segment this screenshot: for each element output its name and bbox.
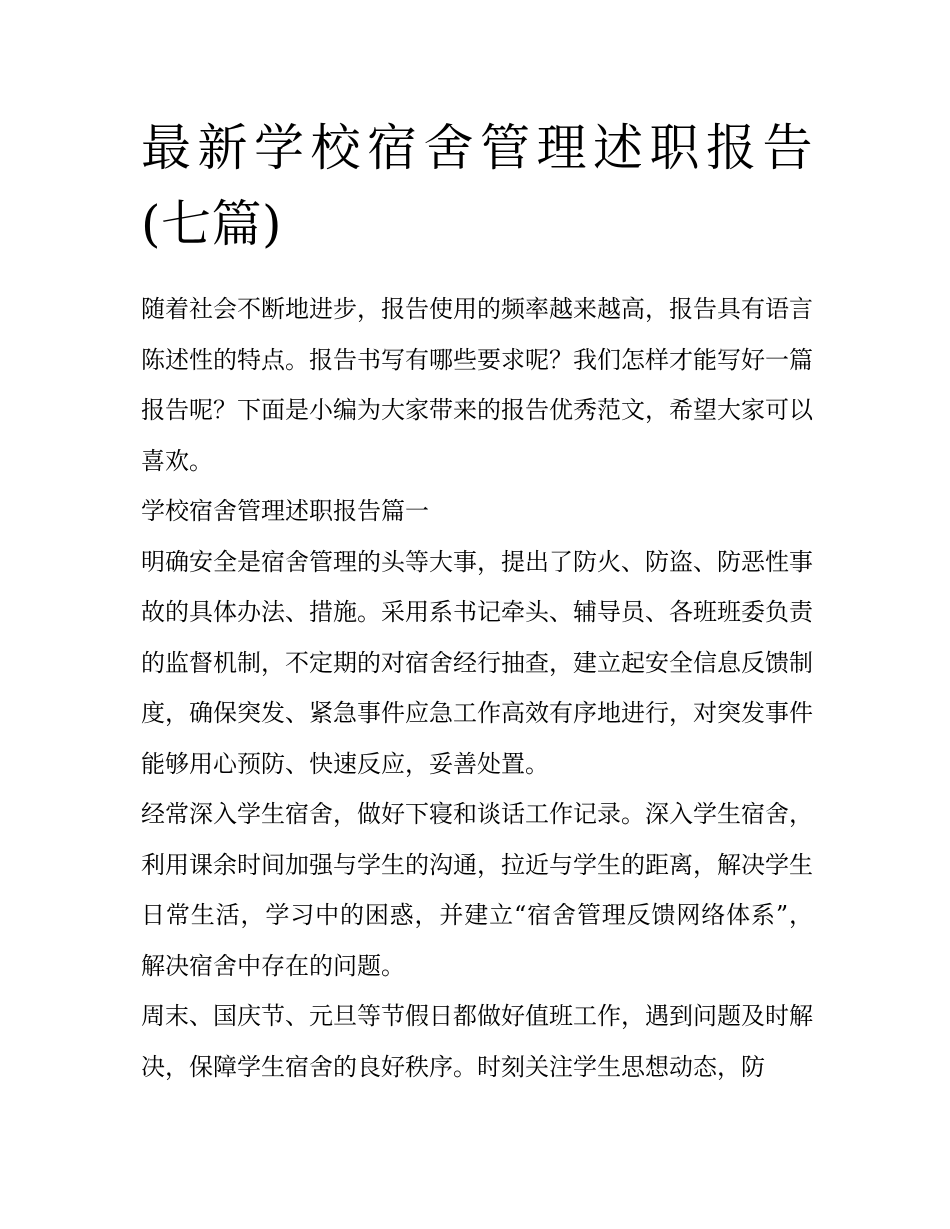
- document-title: 最新学校宿舍管理述职报告(七篇): [141, 119, 813, 253]
- body-paragraph-3: 周末、国庆节、元旦等节假日都做好值班工作，遇到问题及时解决，保障学生宿舍的良好秩序。时刻关注学生思想动态，防: [141, 1002, 813, 1081]
- section-heading: 学校宿舍管理述职报告篇一: [141, 497, 429, 525]
- intro-paragraph: 随着社会不断地进步，报告使用的频率越来越高，报告具有语言陈述性的特点。报告书写有哪些要求呢？我们怎样才能写好一篇报告呢？下面是小编为大家带来的报告优秀范文，希望大家可以喜欢。: [141, 295, 813, 475]
- body-paragraph-1: 明确安全是宿舍管理的头等大事，提出了防火、防盗、防恶性事故的具体办法、措施。采用系书记牵头、辅导员、各班班委负责的监督机制，不定期的对宿舍经行抽查，建立起安全信息反馈制度，确保突发、紧急事件应急工作高效有序地进行，对突发事件能够用心预防、快速反应，妥善处置。: [141, 547, 813, 778]
- document-body: [141, 110, 813, 1092]
- body-paragraph-2: 经常深入学生宿舍，做好下寝和谈话工作记录。深入学生宿舍，利用课余时间加强与学生的沟通，拉近与学生的距离，解决学生日常生活，学习中的困惑，并建立“宿舍管理反馈网络体系”，解决宿舍中存在的问题。: [141, 800, 813, 980]
